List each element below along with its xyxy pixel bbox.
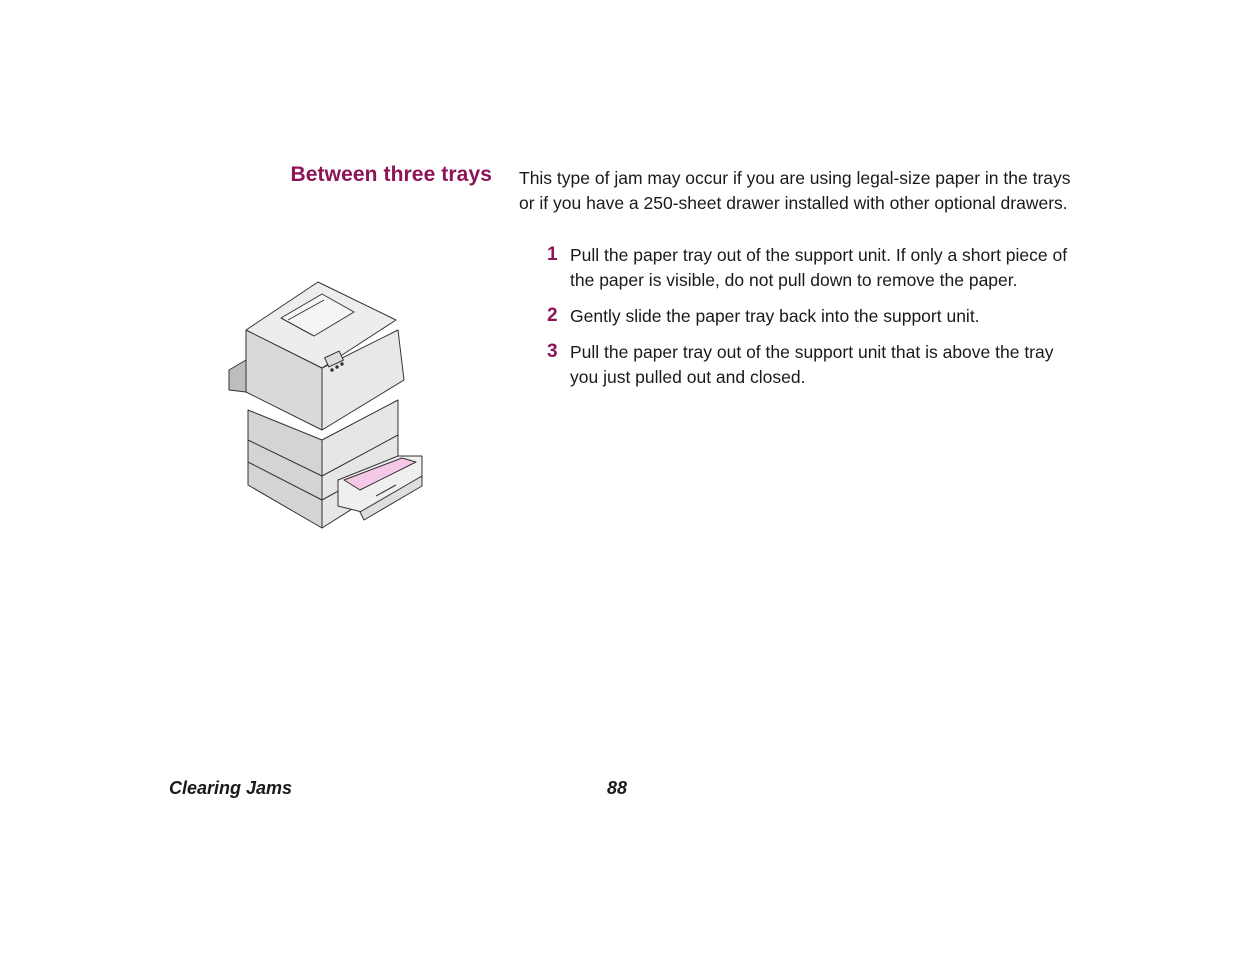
step-item xyxy=(540,304,1085,329)
step-number: 3 xyxy=(547,341,558,362)
step-text: Pull the paper tray out of the support unit that is above the tray you just pulled out and closed. xyxy=(570,342,1054,387)
footer-page-number: 88 xyxy=(607,778,628,798)
step-text: Pull the paper tray out of the support unit. If only a short piece of the paper is visible, do not pull down to remove the paper. xyxy=(570,245,1068,290)
steps-list xyxy=(540,243,1085,401)
printer-with-trays-illustration xyxy=(226,280,426,530)
section-heading: Between three trays xyxy=(290,163,492,186)
step-item xyxy=(540,243,1085,293)
step-number: 2 xyxy=(547,305,558,326)
intro-paragraph: This type of jam may occur if you are using legal-size paper in the trays or if you have a 250-sheet drawer installed with other optional drawers. xyxy=(519,168,1071,213)
step-text: Gently slide the paper tray back into the support unit. xyxy=(570,306,980,326)
step-item xyxy=(540,340,1085,390)
step-number: 1 xyxy=(547,244,558,265)
footer-chapter-title: Clearing Jams xyxy=(169,778,293,798)
